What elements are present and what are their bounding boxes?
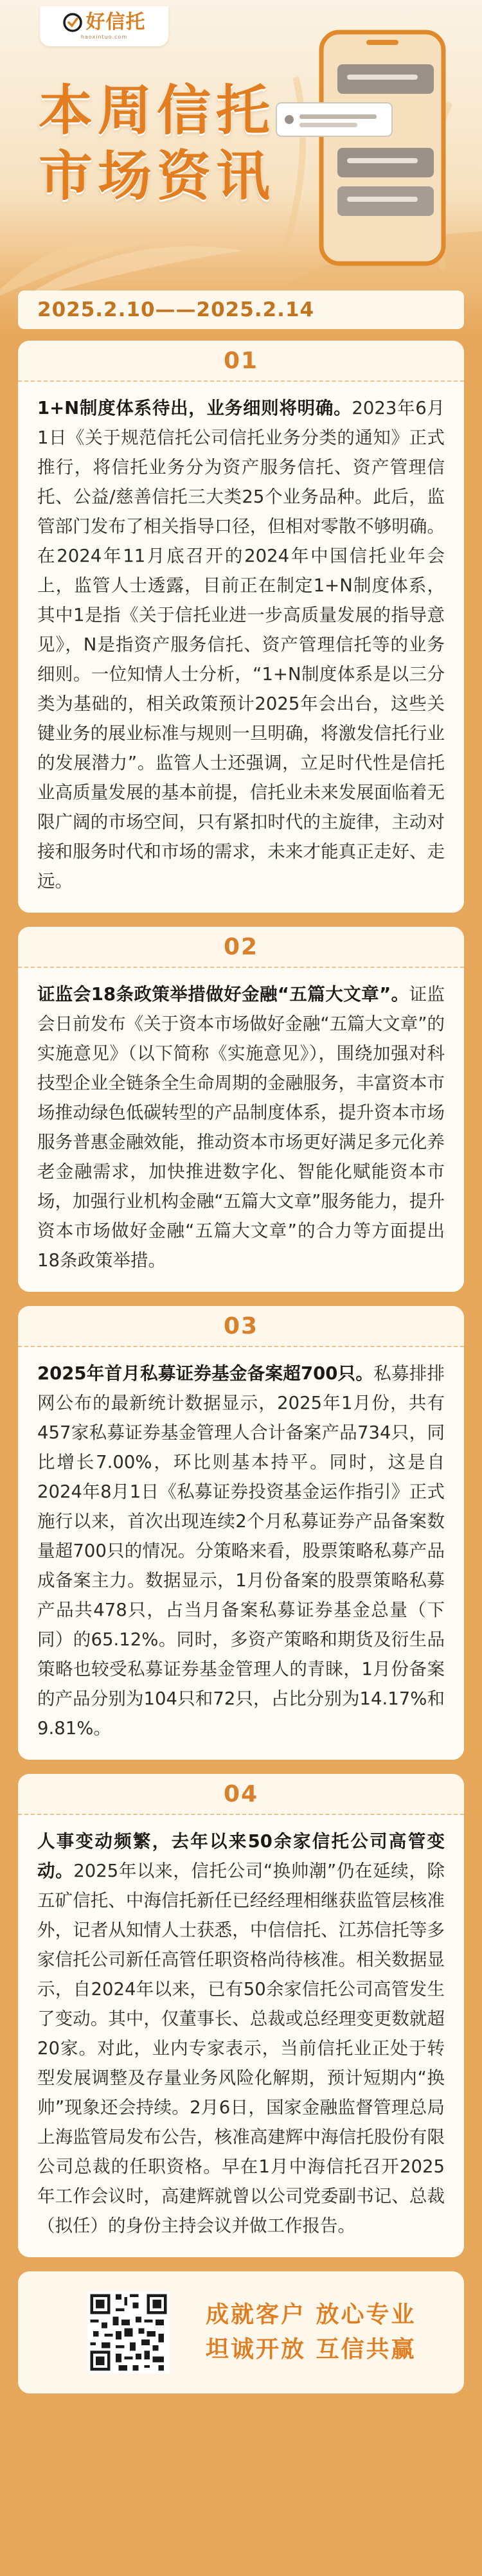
news-body: [18, 1347, 464, 1760]
news-card-header: [18, 1306, 464, 1347]
qr-code-icon[interactable]: [87, 2291, 170, 2374]
footer: [18, 2271, 464, 2393]
news-number: 02: [223, 933, 259, 960]
brand-sub: haoxintuo.com: [80, 34, 128, 40]
news-headline: 1+N制度体系待出，业务细则将明确。: [37, 398, 352, 418]
news-card-header: [18, 927, 464, 968]
news-card: [18, 927, 464, 1292]
news-body: [18, 382, 464, 913]
brand-name: 好信托: [85, 11, 146, 33]
news-list: [0, 341, 482, 2257]
news-card-header: [18, 341, 464, 382]
logo-mark-icon: [63, 13, 82, 32]
phone-chat-illustration: [257, 26, 469, 283]
news-text: 证监会日前发布《关于资本市场做好金融“五篇大文章”的实施意见》（以下简称《实施意见》），围绕加强对科技型企业全链条全生命周期的金融服务，丰富资本市场推动绿色低碳转型的产品制度体系，提升资本市场服务普惠金融效能，推动资本市场更好满足多元化养老金融需求，加快推进数字化、智能化赋能资本市场，加强行业机构金融“五篇大文章”服务能力，提升资本市场做好金融“五篇大文章”的合力等方面提出18条政策举措。: [37, 984, 445, 1271]
news-text: 2023年6月1日《关于规范信托公司信托业务分类的通知》正式推行，将信托业务分为资产服务信托、资产管理信托、公益/慈善信托三大类25个业务品种。此后，监管部门发布了相关指导口径，但相对零散不够明确。在2024年11月底召开的2024年中国信托业年会上，监管人士透露，目前正在制定1+N制度体系，其中1是指《关于信托业进一步高质量发展的指导意见》，N是指资产服务信托、资产管理信托等的业务细则。一位知情人士分析，“1+N制度体系是以三分类为基础的，相关政策预计2025年会出台，这些关键业务的展业标准与规则一旦明确，将激发信托行业的发展潜力”。监管人士还强调，立足时代性是信托业高质量发展的基本前提，信托业未来发展面临着无限广阔的市场空间，只有紧扣时代的主旋律，主动对接和服务时代和市场的需求，未来才能真正走好、走远。: [37, 398, 445, 891]
slogan-line1: 成就客户 放心专业: [206, 2302, 416, 2328]
news-number: 04: [223, 1780, 259, 1807]
news-number: 01: [223, 347, 259, 374]
news-card: [18, 341, 464, 913]
slogan-line2: 坦诚开放 互信共赢: [206, 2336, 416, 2363]
news-body: [18, 1815, 464, 2257]
news-card: [18, 1306, 464, 1760]
news-headline: 人事变动频繁，去年以来50余家信托公司高管变动。: [37, 1831, 445, 1881]
news-text: 私募排排网公布的最新统计数据显示，2025年1月份，共有457家私募证券基金管理人合计备案产品734只，同比增长7.00%，环比则基本持平。同时，这是自2024年8月1日《私募证券投资基金运作指引》正式施行以来，首次出现连续2个月私募证券产品备案数量超700只的情况。分策略来看，股票策略私募产品成备案主力。数据显示，1月份备案的股票策略私募产品共478只，占当月备案私募证券基金总量（下同）的65.12%。同时，多资产策略和期货及衍生品策略也较受私募证券基金管理人的青睐，1月份备案的产品分别为104只和72只，占比分别为14.17%和9.81%。: [37, 1363, 445, 1739]
slogan-block: [206, 2298, 416, 2367]
date-range-bar: [18, 291, 464, 329]
date-range: 2025.2.10——2025.2.14: [37, 298, 315, 321]
brand-logo: [40, 6, 168, 46]
news-body: [18, 968, 464, 1292]
news-number: 03: [223, 1312, 259, 1339]
header-banner: [0, 0, 482, 341]
news-headline: 2025年首月私募证券基金备案超700只。: [37, 1363, 374, 1384]
news-headline: 证监会18条政策举措做好金融“五篇大文章”。: [37, 984, 409, 1005]
page-title-line2: 市场资讯: [39, 145, 276, 208]
news-card-header: [18, 1774, 464, 1815]
news-card: [18, 1774, 464, 2257]
news-text: 2025年以来，信托公司“换帅潮”仍在延续，除五矿信托、中海信托新任已经经理相继获监管层核准外，记者从知情人士获悉，中信信托、江苏信托等多家信托公司新任高管任职资格尚待核准。相关数据显示，自2024年以来，已有50余家信托公司高管发生了变动。其中，仅董事长、总裁或总经理变更数就超20家。对此，业内专家表示，当前信托业正处于转型发展调整及存量业务风险化解期，预计短期内“换帅”现象还会持续。2月6日，国家金融监督管理总局上海监管局发布公告，核准高建辉中海信托股份有限公司总裁的任职资格。早在1月中海信托召开2025年工作会议时，高建辉就曾以公司党委副书记、总裁（拟任）的身份主持会议并做工作报告。: [37, 1861, 445, 2236]
page-title-line1: 本周信托: [39, 79, 276, 142]
